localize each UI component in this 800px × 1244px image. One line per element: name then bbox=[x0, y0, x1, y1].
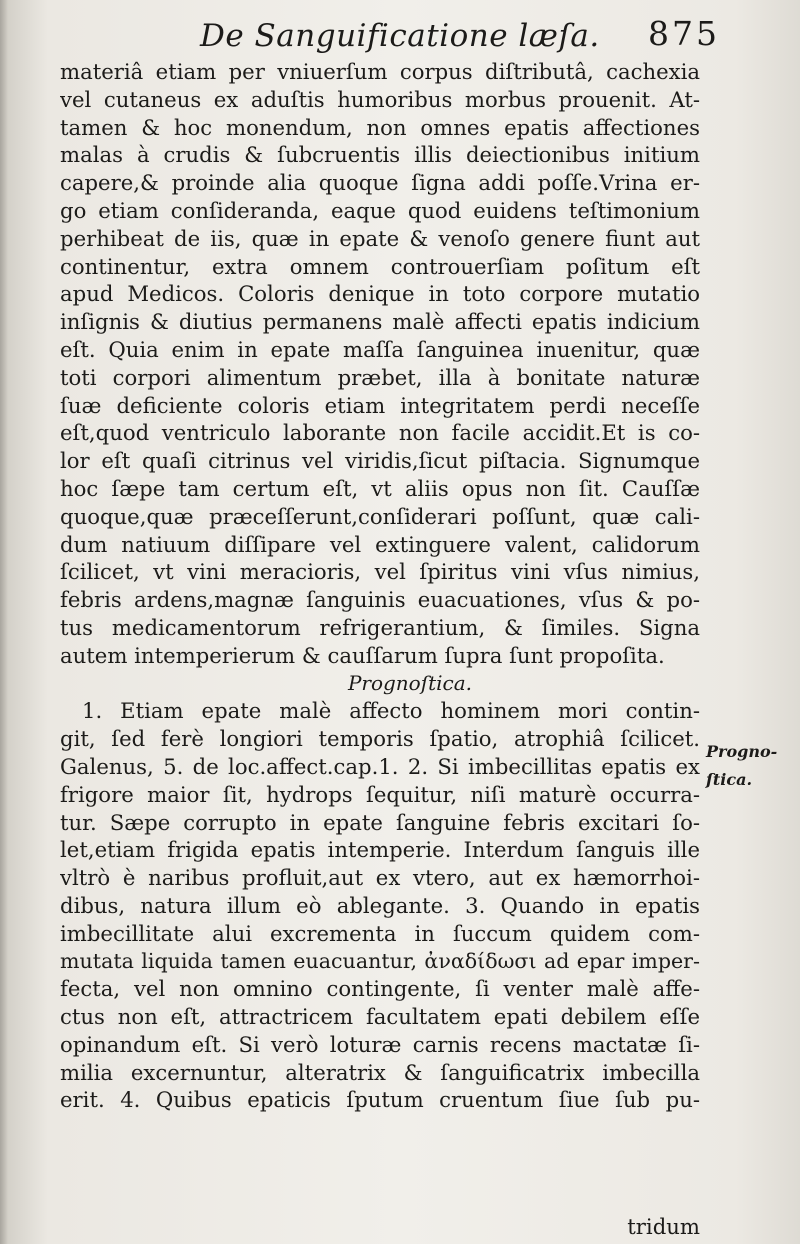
text-line: perhibeat de iis, quæ in epate & venoſo genere fiunt aut bbox=[60, 225, 700, 251]
text-line: git, ſed ferè longiori temporis ſpatio, atrophiâ ſcilicet. bbox=[60, 726, 700, 752]
text-line: quoque,quæ præceſſerunt,conſiderari poſſunt, quæ cali- bbox=[60, 503, 700, 529]
text-line: tamen & hoc monendum, non omnes epatis affectiones bbox=[60, 114, 700, 140]
text-line: hoc ſæpe tam certum eſt, vt aliis opus non ſit. Cauſſæ bbox=[60, 475, 700, 501]
text-line: eſt. Quia enim in epate maſſa ſanguinea inuenitur, quæ bbox=[60, 336, 700, 362]
text-line: erit. 4. Quibus epaticis ſputum cruentum ſiue ſub pu- bbox=[60, 1087, 700, 1113]
running-head bbox=[200, 14, 720, 58]
text-line: fecta, vel non omnino contingente, ſi venter malè affe- bbox=[60, 976, 700, 1002]
text-line: ſuæ deficiente coloris etiam integritatem perdi neceſſe bbox=[60, 392, 700, 418]
text-line: milia excernuntur, alteratrix & ſanguificatrix imbecilla bbox=[60, 1059, 700, 1085]
margin-note-line: Progno- bbox=[706, 742, 778, 761]
text-line: ſcilicet, vt vini meracioris, vel ſpiritus vini vſus nimius, bbox=[60, 559, 700, 585]
margin-note-line: ſtica. bbox=[706, 769, 753, 789]
text-line: 1. Etiam epate malè affecto hominem mori contin- bbox=[82, 698, 700, 724]
text-line: dibus, natura illum eò ablegante. 3. Quando in epatis bbox=[60, 892, 700, 918]
page-binding-shadow bbox=[0, 0, 8, 1244]
text-line: frigore maior ſit, hydrops ſequitur, niſi maturè occurra- bbox=[60, 781, 700, 807]
text-line: eſt,quod ventriculo laborante non facile accidit.Et is co- bbox=[60, 420, 700, 446]
text-line: autem intemperierum & cauſſarum ſupra ſunt propoſita. bbox=[60, 642, 665, 668]
page-number: 875 bbox=[648, 14, 720, 53]
text-line: go etiam conſideranda, eaque quod euidens teſtimonium bbox=[60, 197, 700, 223]
text-line: materiâ etiam per vniuerſum corpus diſtributâ, cachexia bbox=[60, 59, 700, 84]
text-line: toti corpori alimentum præbet, illa à bonitate naturæ bbox=[60, 364, 700, 390]
margin-note bbox=[706, 738, 798, 794]
text-line: lor eſt quaſi citrinus vel viridis,ſicut piſtacia. Signumque bbox=[60, 448, 700, 474]
text-line: continentur, extra omnem controuerſiam poſitum eſt bbox=[60, 253, 700, 279]
text-line: ctus non eſt, attractricem facultatem epati debilem eſſe bbox=[60, 1004, 700, 1030]
text-line: inſignis & diutius permanens malè affecti epatis indicium bbox=[60, 309, 700, 335]
section-heading: Prognoſtica. bbox=[347, 670, 473, 695]
text-line: mutata liquida tamen euacuantur, ἀναδίδωσι ad epar imper- bbox=[60, 948, 700, 973]
body-text bbox=[60, 58, 700, 1114]
text-line: febris ardens,magnæ ſanguinis euacuationes, vſus & po- bbox=[60, 587, 700, 613]
text-line: opinandum eſt. Si verò loturæ carnis recens mactatæ ſi- bbox=[60, 1031, 700, 1057]
text-line: tur. Sæpe corrupto in epate ſanguine febris excitari ſo- bbox=[60, 809, 700, 835]
text-line: malas à crudis & ſubcruentis illis deiectionibus initium bbox=[60, 142, 700, 168]
running-head-title: De Sanguificatione læſa. bbox=[200, 18, 600, 54]
text-line: vel cutaneus ex aduſtis humoribus morbus prouenit. At- bbox=[60, 86, 700, 112]
text-line: dum natiuum diſſipare vel extinguere valent, calidorum bbox=[60, 531, 700, 557]
text-line: vltrò è naribus profluit,aut ex vtero, aut ex hæmorrhoi- bbox=[60, 865, 700, 891]
text-line: imbecillitate alui excrementa in ſuccum quidem com- bbox=[60, 920, 700, 946]
text-line: tus medicamentorum refrigerantium, & ſimiles. Signa bbox=[60, 614, 700, 640]
text-line: let,etiam frigida epatis intemperie. Interdum ſanguis ille bbox=[60, 837, 700, 863]
text-line: Galenus, 5. de loc.affect.cap.1. 2. Si imbecillitas epatis ex bbox=[60, 753, 700, 779]
text-line: capere,& proinde alia quoque ſigna addi poſſe.Vrina er- bbox=[60, 170, 700, 196]
text-line: apud Medicos. Coloris denique in toto corpore mutatio bbox=[60, 281, 700, 307]
catchword: tridum bbox=[627, 1214, 700, 1239]
